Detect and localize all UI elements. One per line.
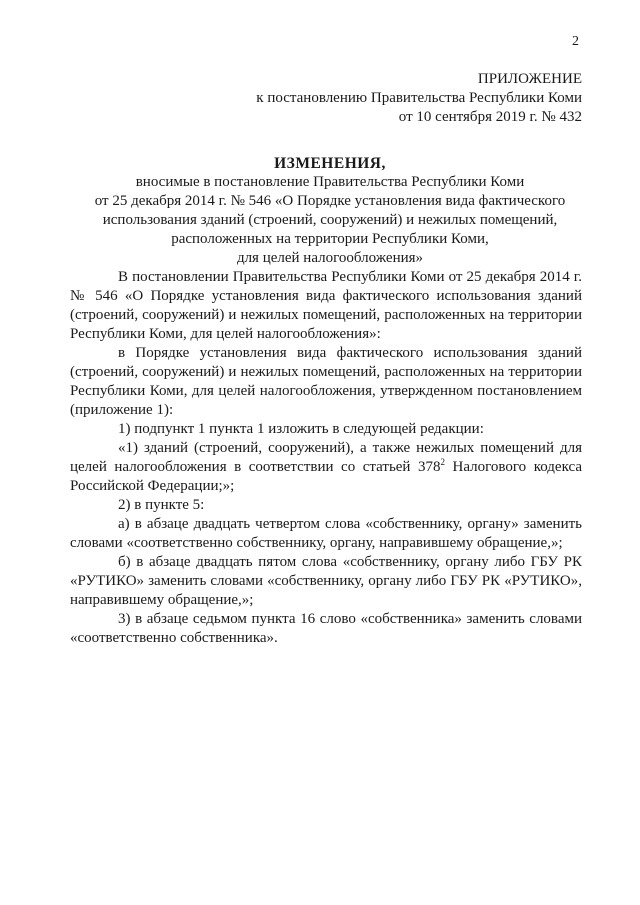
body-paragraph: в Порядке установления вида фактического использования зданий (строений, сооружений) и нежилых помещений, расположенных на территории Республики Коми, для целей налогообложения, утвержденном постановлением (приложение 1): [70, 345, 582, 418]
title-line: для целей налогообложения» [236, 250, 424, 266]
body-paragraph: 1) подпункт 1 пункта 1 изложить в следующей редакции: [118, 421, 484, 437]
title-line: расположенных на территории Республики Коми, [171, 231, 489, 247]
body-paragraph: В постановлении Правительства Республики Коми от 25 декабря 2014 г. № 546 «О Порядке установления вида фактического использования зданий (строений, сооружений) и нежилых помещений, расположенных на территории Республики Коми, для целей налогообложения»: [70, 269, 582, 342]
document-title [70, 154, 590, 268]
article-superscript: 2 [440, 457, 445, 467]
page-number: 2 [572, 34, 579, 49]
paragraph-text: Налогового кодекса Российской Федерации;»; [70, 459, 582, 494]
paragraph-text: «1) зданий (строений, сооружений), а также нежилых помещений для целей налогообложения в соответствии со статьей 378 [70, 440, 582, 475]
title-line: от 25 декабря 2014 г. № 546 «О Порядке установления вида фактического [94, 193, 566, 209]
appendix-date: от 10 сентября 2019 г. № 432 [398, 109, 582, 125]
appendix-header [256, 70, 582, 127]
title-line: использования зданий (строений, сооружений) и нежилых помещений, [102, 212, 558, 228]
body-paragraph: 3) в абзаце седьмом пункта 16 слово «собственника» заменить словами «соответственно собственника». [70, 611, 582, 646]
document-body [70, 268, 582, 648]
body-paragraph: б) в абзаце двадцать пятом слова «собственнику, органу либо ГБУ РК «РУТИКО» заменить словами «собственнику, органу либо ГБУ РК «РУТИКО», направившему обращение,»; [70, 554, 582, 608]
body-paragraph: 2) в пункте 5: [118, 497, 205, 513]
title-main: ИЗМЕНЕНИЯ, [274, 155, 386, 172]
body-paragraph: а) в абзаце двадцать четвертом слова «собственнику, органу» заменить словами «соответственно собственнику, органу, направившему обращение,»; [70, 516, 582, 551]
body-paragraph [70, 439, 582, 496]
appendix-resolution-ref: к постановлению Правительства Республики Коми [256, 90, 582, 106]
appendix-label: ПРИЛОЖЕНИЕ [477, 71, 582, 87]
title-line: вносимые в постановление Правительства Республики Коми [135, 174, 525, 190]
